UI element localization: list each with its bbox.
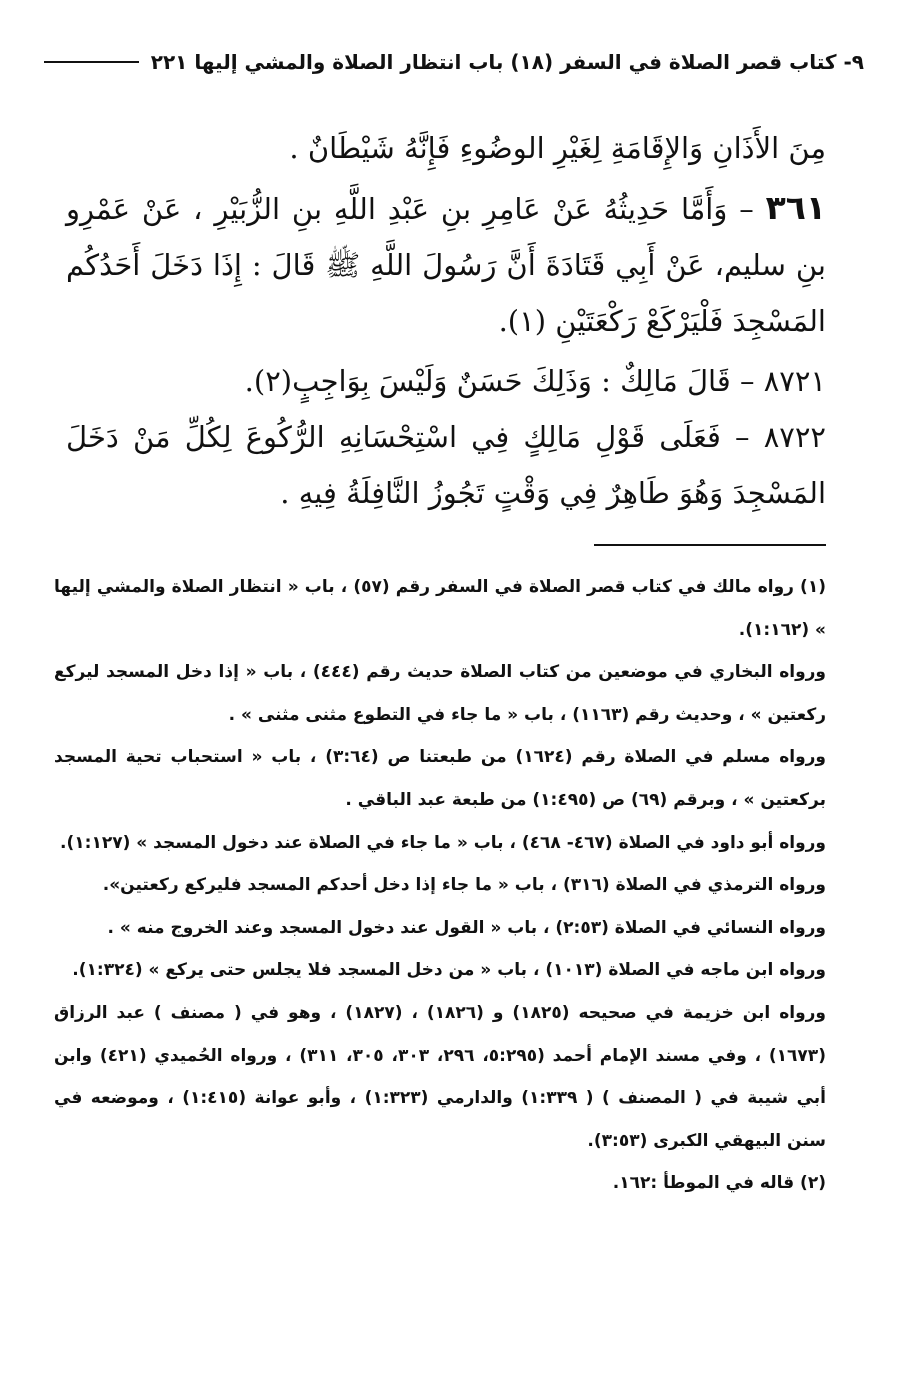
footnote-separator	[594, 544, 826, 546]
running-header	[44, 42, 864, 82]
paragraph-hadith-361	[66, 180, 826, 349]
header-rule	[44, 61, 139, 63]
footnote-2: (٢) قاله في الموطأ :١٦٢.	[612, 1173, 826, 1194]
paragraph-8722: ٨٧٢٢ – فَعَلَى قَوْلِ مَالِكٍ فِي اسْتِحْسَانِهِ الرُّكُوعَ لِكُلِّ مَنْ دَخَلَ المَسْجِدَ وَهُوَ طَاهِرٌ فِي وَقْتٍ تَجُوزُ النَّافِلَةُ فِيهِ .	[66, 420, 826, 510]
footnote-ibn-khuzayma: ورواه ابن خزيمة في صحيحه (١٨٢٥) و (١٨٢٦) ، (١٨٢٧) ، وهو في ( مصنف ) عبد الرزاق (١٦٧٣) ، وفي مسند الإمام أحمد (٥:٢٩٥، ٢٩٦، ٣٠٣، ٣٠٥، ٣١١) ، ورواه الحُميدي (٤٢١) وابن أبي شيبة في ( المصنف ) ( ١:٣٣٩) والدارمي (١:٣٢٣) ، وأبو عوانة (١:٤١٥) ، وموضعه في سنن البيهقي الكبرى (٣:٥٣).	[54, 1002, 826, 1151]
footnote-tirmidhi: ورواه الترمذي في الصلاة (٣١٦) ، باب « ما جاء إذا دخل أحدكم المسجد فليركع ركعتين».	[102, 875, 826, 896]
footnotes	[54, 566, 826, 1205]
paragraph-continuation: مِنَ الأَذَانِ وَالإِقَامَةِ لِغَيْرِ الوضُوءِ فَإِنَّهُ شَيْطَانٌ .	[289, 131, 826, 165]
hadith-number: ٣٦١	[765, 188, 826, 227]
footnote-1: (١) رواه مالك في كتاب قصر الصلاة في السفر رقم (٥٧) ، باب « انتظار الصلاة والمشي إليها » (١:١٦٢).	[54, 577, 826, 640]
footnote-ibn-majah: ورواه ابن ماجه في الصلاة (١٠١٣) ، باب « من دخل المسجد فلا يجلس حتى يركع » (١:٣٢٤).	[72, 960, 826, 981]
header-title: ٩- كتاب قصر الصلاة في السفر (١٨) باب انتظار الصلاة والمشي إليها ٢٢١	[150, 50, 864, 74]
paragraph-8721: ٨٧٢١ – قَالَ مَالِكٌ : وَذَلِكَ حَسَنٌ وَلَيْسَ بِوَاجِبٍ(٢).	[244, 364, 826, 398]
footnote-bukhari: ورواه البخاري في موضعين من كتاب الصلاة حديث رقم (٤٤٤) ، باب « إذا دخل المسجد ليركع ركعتين » ، وحديث رقم (١١٦٣) ، باب « ما جاء في التطوع مثنى مثنى » .	[54, 662, 826, 725]
footnote-abu-dawud: ورواه أبو داود في الصلاة (٤٦٧- ٤٦٨) ، باب « ما جاء في الصلاة عند دخول المسجد » (١:١٢٧).	[60, 832, 826, 853]
footnote-nasai: ورواه النسائي في الصلاة (٢:٥٣) ، باب « القول عند دخول المسجد وعند الخروج منه » .	[107, 917, 826, 938]
main-text	[66, 120, 826, 521]
hadith-text: – وَأَمَّا حَدِيثُهُ عَنْ عَامِرِ بنِ عَبْدِ اللَّهِ بنِ الزُّبَيْرِ ، عَنْ عَمْرِو بنِ سليم، عَنْ أَبِي قَتَادَةَ أَنَّ رَسُولَ اللَّهِ ﷺ قَالَ : إِذَا دَخَلَ أَحَدُكُم المَسْجِدَ فَلْيَرْكَعْ رَكْعَتَيْنِ (١).	[66, 192, 826, 338]
footnote-muslim: ورواه مسلم في الصلاة رقم (١٦٢٤) من طبعتنا ص (٣:٦٤) ، باب « استحباب تحية المسجد بركعتين » ، وبرقم (٦٩) ص (١:٤٩٥) من طبعة عبد الباقي .	[54, 747, 826, 810]
